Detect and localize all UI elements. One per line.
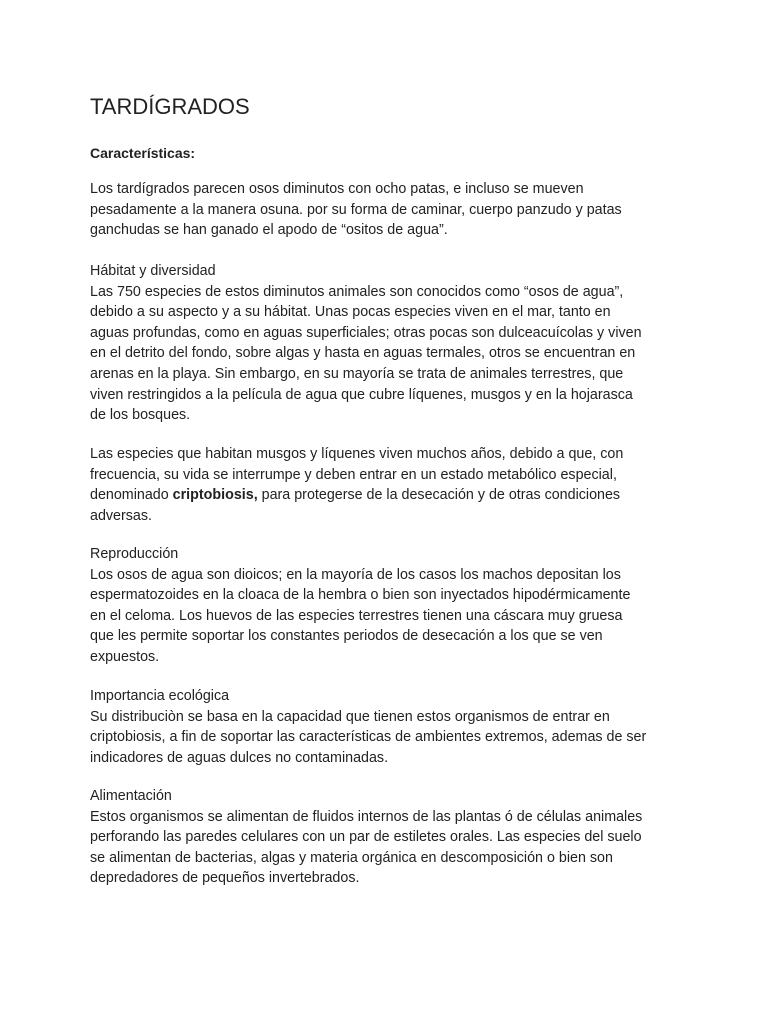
habitat-line: de los bosques.: [90, 407, 191, 424]
cryptobiosis-paragraph: [90, 444, 690, 526]
feeding-line: Estos organismos se alimentan de fluidos internos de las plantas ó de células animales: [90, 808, 643, 825]
habitat-heading: Hábitat y diversidad: [90, 263, 216, 279]
feeding-line: depredadores de pequeños invertebrados.: [90, 870, 360, 887]
ecology-line: criptobiosis, a fin de soportar las características de ambientes extremos, ademas de ser: [90, 729, 647, 746]
intro-line: Los tardígrados parecen osos diminutos con ocho patas, e incluso se mueven: [90, 181, 584, 197]
habitat-line: aguas profundas, como en aguas superficiales; otras pocas son dulceacuícolas y viven: [90, 324, 642, 341]
feeding-line: se alimentan de bacterias, algas y materia orgánica en descomposición o bien son: [90, 849, 613, 866]
cryptobiosis-line: frecuencia, su vida se interrumpe y deben entrar en un estado metabólico especial,: [90, 466, 617, 483]
cryptobiosis-line: adversas.: [90, 507, 152, 524]
ecology-heading: Importancia ecológica: [90, 688, 230, 704]
habitat-section: [90, 261, 690, 426]
habitat-line: arenas en la playa. Sin embargo, en su mayoría se trata de animales terrestres, que: [90, 365, 624, 382]
reproduction-line: que les permite soportar los constantes periodos de desecación a los que se ven: [90, 628, 603, 645]
intro-line: pesadamente a la manera osuna. por su forma de caminar, cuerpo panzudo y patas: [90, 201, 622, 218]
cryptobiosis-text: para protegerse de la desecación y de otras condiciones: [257, 487, 621, 504]
ecology-line: Su distribuciòn se basa en la capacidad que tienen estos organismos de entrar en: [90, 708, 610, 725]
feeding-heading: Alimentación: [90, 788, 172, 804]
characteristics-heading: Características:: [90, 145, 196, 161]
reproduction-heading: Reproducción: [90, 546, 179, 562]
cryptobiosis-line: [90, 485, 690, 506]
habitat-line: Las 750 especies de estos diminutos animales son conocidos como “osos de agua”,: [90, 283, 624, 300]
reproduction-line: en el celoma. Los huevos de las especies terrestres tienen una cáscara muy gruesa: [90, 607, 623, 624]
feeding-line: perforando las paredes celulares con un par de estiletes orales. Las especies del suelo: [90, 829, 642, 846]
cryptobiosis-term: criptobiosis,: [172, 487, 258, 504]
reproduction-section: [90, 544, 690, 668]
habitat-line: viven restringidos a la película de agua que cubre líquenes, musgos y en la hojarasca: [90, 386, 633, 403]
intro-line: ganchudas se han ganado el apodo de “ositos de agua”.: [90, 222, 448, 239]
cryptobiosis-line: Las especies que habitan musgos y líquenes viven muchos años, debido a que, con: [90, 446, 624, 462]
feeding-section: [90, 786, 690, 889]
habitat-line: debido a su aspecto y a su hábitat. Unas pocas especies viven en el mar, tanto en: [90, 304, 611, 321]
intro-paragraph: [90, 179, 690, 241]
reproduction-line: Los osos de agua son dioicos; en la mayoría de los casos los machos depositan los: [90, 566, 621, 583]
ecology-section: [90, 686, 690, 768]
document-title: TARDÍGRADOS: [90, 94, 250, 119]
reproduction-line: expuestos.: [90, 648, 160, 665]
habitat-line: en el detrito del fondo, sobre algas y hasta en aguas termales, otros se encuentran en: [90, 345, 636, 362]
reproduction-line: espermatozoides en la cloaca de la hembra o bien son inyectados hipodérmicamente: [90, 587, 631, 604]
cryptobiosis-text: denominado: [90, 487, 173, 504]
ecology-line: indicadores de aguas dulces no contaminadas.: [90, 749, 389, 766]
